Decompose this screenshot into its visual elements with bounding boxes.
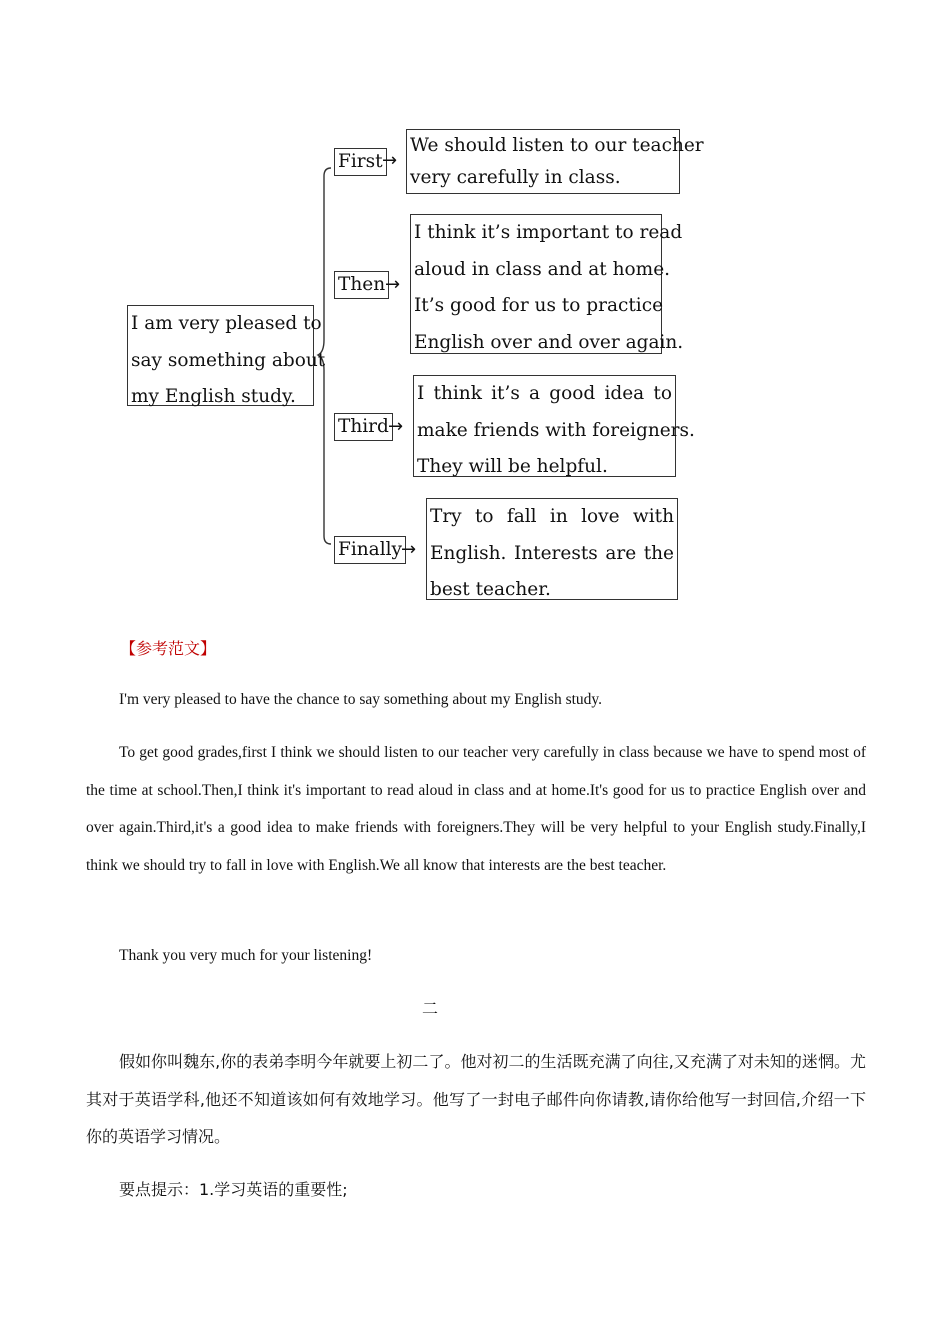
step-label-third: Third: [334, 413, 393, 441]
sample-paragraph-2: [86, 734, 866, 884]
step-line: They will be helpful.: [417, 456, 608, 477]
sample-paragraph-3: [86, 937, 866, 975]
step-line: English. Interests are the: [430, 542, 674, 564]
arrow-icon: →: [388, 416, 404, 437]
step-line: aloud in class and at home.: [414, 258, 671, 280]
step-label-then: Then: [334, 271, 389, 299]
step-label-finally: Finally: [334, 536, 406, 564]
step-line: I think it’s important to read: [414, 222, 683, 243]
step-line: English over and over again.: [414, 331, 684, 353]
step-line: very carefully in class.: [410, 167, 621, 188]
step-line: make friends with foreigners.: [417, 419, 695, 441]
step-line: I think it’s a good idea to: [417, 383, 672, 404]
main-idea-line: I am very pleased to: [131, 313, 322, 334]
sample-paragraph-3-text: Thank you very much for your listening!: [119, 947, 373, 964]
sample-paragraph-1: [86, 681, 866, 719]
sample-paragraph-1-text: I'm very pleased to have the chance to say something about my English study.: [119, 691, 603, 708]
step-line: It’s good for us to practice: [414, 295, 664, 316]
step-label-first: First: [334, 148, 387, 176]
arrow-icon: →: [382, 150, 398, 171]
step-box-third: [413, 375, 695, 477]
sample-essay-label: 【参考范文】: [120, 639, 217, 658]
step-line: best teacher.: [430, 579, 551, 600]
task-paragraph-1: [86, 1043, 866, 1156]
main-idea-line: my English study.: [131, 386, 296, 407]
step-line: We should listen to our teacher: [410, 135, 704, 156]
task-paragraph-1-text: 假如你叫魏东,你的表弟李明今年就要上初二了。他对初二的生活既充满了向往,又充满了对未知的迷惘。尤其对于英语学科,他还不知道该如何有效地学习。他写了一封电子邮件向你请教,请你给他写一封回信,介绍一下你的英语学习情况。: [86, 1052, 866, 1146]
sample-paragraph-2-text: To get good grades,first I think we should listen to our teacher very carefully in class because we have to spend most of the time at school.Then,I think it's important to read aloud in class and at home.It's good for us to practice English over and over again.Third,it's a good idea to make friends with foreigners.They will be very helpful to your English study.Finally,I think we should try to fall in love with English.We all know that interests are the best teacher.: [86, 744, 866, 874]
step-box-then: [410, 214, 684, 354]
step-line: Try to fall in love with: [430, 506, 674, 527]
step-box-first: [406, 129, 704, 194]
step-box-finally: [426, 498, 678, 600]
task-paragraph-2-text: 要点提示：1.学习英语的重要性;: [119, 1180, 348, 1199]
arrow-icon: →: [385, 274, 401, 295]
main-idea-line: say something about: [131, 349, 326, 371]
arrow-icon: →: [401, 539, 417, 560]
task-paragraph-2: [86, 1171, 866, 1209]
main-idea-box: [127, 305, 326, 407]
mind-map-diagram: [0, 0, 950, 620]
section-number: 二: [421, 999, 438, 1018]
